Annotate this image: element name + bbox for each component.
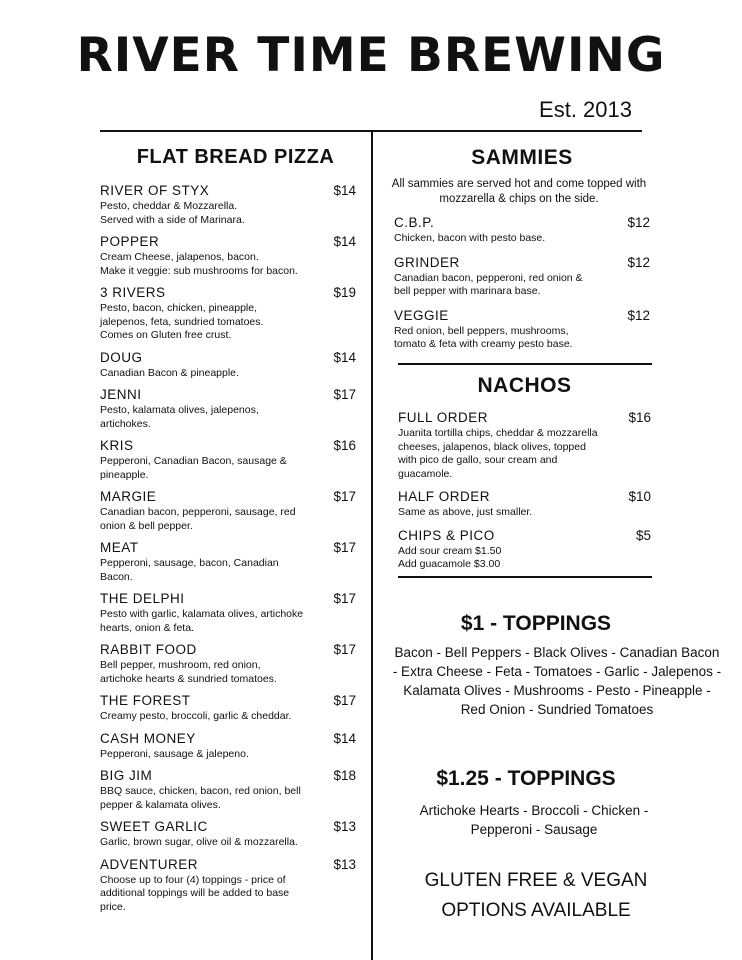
menu-item-price: $17 [333, 387, 356, 402]
menu-item-name: C.B.P. [394, 215, 435, 230]
menu-item-name: BIG JIM [100, 768, 153, 783]
menu-item-name: VEGGIE [394, 307, 449, 323]
menu-item-description: Pesto, bacon, chicken, pineapple, jalepenos, feta, sundried tomatoes. Comes on Gluten free crust. [100, 302, 264, 341]
menu-item-name: RABBIT FOOD [100, 642, 197, 657]
menu-item [100, 857, 356, 915]
menu-item-description: Chicken, bacon with pesto base. [394, 232, 546, 244]
menu-item-name: CHIPS & PICO [398, 527, 495, 543]
menu-item-price: $19 [333, 285, 356, 300]
menu-item-price: $13 [333, 856, 356, 872]
menu-item-name: CASH MONEY [100, 730, 196, 746]
menu-item-name: RIVER OF STYX [100, 183, 210, 198]
gluten-free-note: GLUTEN FREE & VEGAN OPTIONS AVAILABLE [424, 870, 648, 921]
menu-item-description: Pepperoni, sausage, bacon, Canadian Bacon. [100, 557, 279, 583]
established-year: Est. 2013 [539, 97, 632, 122]
menu-item-price: $17 [333, 693, 356, 708]
flatbread-title: FLAT BREAD PIZZA [136, 146, 335, 168]
menu-item-price: $14 [333, 183, 356, 198]
sammies-list [394, 215, 650, 352]
menu-item-description: Canadian Bacon & pineapple. [100, 366, 239, 379]
sammies-section [391, 146, 650, 352]
menu-item-description: Cream Cheese, jalapenos, bacon. Make it veggie: sub mushrooms for bacon. [100, 251, 298, 277]
nachos-divider [398, 576, 652, 578]
menu-item [100, 438, 356, 482]
menu-item [100, 387, 356, 431]
menu-item [100, 540, 356, 584]
menu-item [398, 410, 651, 481]
menu-item-price: $17 [333, 591, 356, 606]
menu-item-name: MARGIE [100, 489, 157, 504]
menu-item-description: Add sour cream $1.50 Add guacamole $3.00 [398, 544, 502, 570]
menu-item-description: Pepperoni, sausage & jalepeno. [100, 747, 249, 760]
restaurant-name: RIVER TIME BREWING [76, 28, 666, 83]
menu-item-description: Pepperoni, Canadian Bacon, sausage & pineapple. [100, 455, 287, 481]
menu-item-name: THE FOREST [100, 693, 191, 708]
menu-item-name: MEAT [100, 540, 139, 555]
menu-item [100, 285, 356, 343]
menu-item-name: POPPER [100, 234, 160, 249]
menu-item [100, 731, 356, 762]
flatbread-list [100, 183, 356, 914]
menu-item [100, 819, 356, 850]
menu-item-price: $13 [333, 819, 356, 834]
menu-item [398, 489, 651, 520]
menu-item-description: Pesto with garlic, kalamata olives, artichoke hearts, onion & feta. [100, 608, 304, 634]
menu-item-description: Canadian bacon, pepperoni, sausage, red onion & bell pepper. [100, 506, 296, 532]
menu-item [100, 234, 356, 278]
menu-item-name: JENNI [100, 387, 142, 402]
menu-item-price: $12 [627, 215, 650, 230]
menu-item-price: $16 [333, 438, 356, 453]
menu-item-price: $17 [333, 642, 356, 657]
menu-item-description: Pesto, cheddar & Mozzarella. Served with a side of Marinara. [100, 200, 245, 226]
menu-item-price: $12 [627, 307, 650, 323]
column-divider [371, 130, 373, 960]
sammies-title: SAMMIES [471, 146, 573, 169]
menu-item-name: KRIS [100, 438, 134, 453]
menu-item-description: Creamy pesto, broccoli, garlic & cheddar. [100, 710, 292, 722]
menu-item-price: $18 [333, 768, 356, 783]
menu-item [398, 528, 651, 572]
menu-item-description: Pesto, kalamata olives, jalepenos, artichokes. [100, 404, 259, 430]
toppings-1-list: Bacon - Bell Peppers - Black Olives - Canadian Bacon - Extra Cheese - Feta - Tomatoes - Garlic - Jalepenos - Kalamata Olives - Mushrooms - Pesto - Pineapple - Red Onion - Sundried Tomatoes [392, 645, 722, 717]
menu-item [100, 489, 356, 533]
menu-item-price: $14 [333, 234, 356, 249]
menu-item-name: HALF ORDER [398, 489, 491, 504]
nachos-title: NACHOS [477, 374, 572, 397]
nachos-list [398, 410, 651, 572]
menu-item [394, 215, 650, 246]
menu-item-price: $17 [333, 540, 356, 555]
flatbread-section [100, 146, 356, 914]
menu-item-price: $14 [333, 349, 356, 365]
menu-item-name: SWEET GARLIC [100, 819, 208, 834]
menu-item-description: Choose up to four (4) toppings - price of additional toppings will be added to base price. [100, 873, 290, 913]
menu-item-price: $5 [635, 527, 651, 543]
toppings-125-list: Artichoke Hearts - Broccoli - Chicken - Pepperoni - Sausage [419, 803, 649, 837]
menu-item [100, 183, 356, 227]
menu-item-price: $12 [627, 254, 650, 270]
menu-item-price: $14 [333, 730, 356, 746]
menu-item-description: Juanita tortilla chips, cheddar & mozzarella cheeses, jalapenos, black olives, topped with pico de gallo, sour cream and guacamole. [398, 427, 598, 480]
menu-item-description: BBQ sauce, chicken, bacon, red onion, bell pepper & kalamata olives. [100, 785, 301, 811]
menu-item [100, 768, 356, 812]
menu-item-price: $10 [628, 489, 651, 504]
menu-item-name: DOUG [100, 349, 143, 365]
menu-item-name: 3 RIVERS [100, 285, 166, 300]
menu-item-name: FULL ORDER [398, 410, 489, 425]
menu-item-description: Garlic, brown sugar, olive oil & mozzarella. [100, 836, 298, 848]
menu-item [100, 693, 356, 724]
menu-item [100, 642, 356, 686]
menu-item-name: ADVENTURER [100, 856, 199, 872]
menu-item-price: $17 [333, 489, 356, 504]
sammies-note: All sammies are served hot and come topped with mozzarella & chips on the side. [391, 178, 647, 205]
menu-item [394, 308, 650, 352]
toppings-125-title: $1.25 - TOPPINGS [436, 767, 616, 790]
menu-item-name: THE DELPHI [100, 591, 185, 606]
nachos-section [398, 374, 651, 572]
menu-item [100, 350, 356, 381]
menu-item [394, 255, 650, 299]
menu-item-description: Canadian bacon, pepperoni, red onion & bell pepper with marinara base. [394, 271, 583, 297]
menu-item-description: Red onion, bell peppers, mushrooms, tomato & feta with creamy pesto base. [394, 324, 573, 350]
sammies-divider [398, 363, 652, 365]
toppings-1-title: $1 - TOPPINGS [460, 612, 612, 635]
menu-item-description: Same as above, just smaller. [398, 506, 533, 518]
menu-item-name: GRINDER [394, 254, 460, 270]
menu-item [100, 591, 356, 635]
menu-item-price: $16 [628, 410, 651, 425]
menu-item-description: Bell pepper, mushroom, red onion, artichoke hearts & sundried tomatoes. [100, 659, 277, 685]
